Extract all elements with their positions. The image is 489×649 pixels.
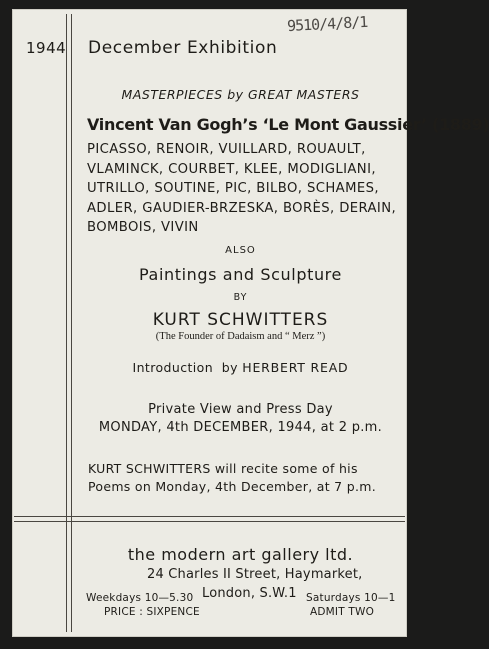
introduction-line [74,360,407,375]
footer-divider-rule-upper [14,516,405,517]
private-view-date: MONDAY, 4th DECEMBER, 1944, at 2 p.m. [98,420,383,435]
admit-two-label: ADMIT TWO [310,606,375,618]
by-label: BY [233,292,248,303]
introduction-label: Introduction by [132,360,238,375]
recital-notice: KURT SCHWITTERS will recite some of his Poems on Monday, 4th December, at 7 p.m. [88,461,376,494]
gallery-address-line2: London, S.W.1 [202,586,297,601]
admission-price: PRICE : SIXPENCE [104,606,200,618]
year-label: 1944 [26,39,67,57]
artist-note: (The Founder of Dadaism and “ Merz ”) [155,331,326,342]
left-margin-rule-inner [71,14,72,632]
archive-reference-handwritten: 9510/4/8/1 [286,12,368,36]
gallery-address-line1: 24 Charles II Street, Haymarket, [147,567,363,582]
left-margin-rule-outer [66,14,67,632]
footer-divider-rule-lower [14,521,405,522]
artist-list: PICASSO, RENOIR, VUILLARD, ROUAULT, VLAMINCK, COURBET, KLEE, MODIGLIANI, UTRILLO, SOUTINE, PIC, BILBO, SCHAMES, ADLER, GAUDIER-BRZESKA, BORÈS, DERAIN, BOMBOIS, VIVIN [87,142,397,235]
saturday-hours: Saturdays 10—1 [306,592,396,604]
featured-artist-name: KURT SCHWITTERS [152,310,329,330]
exhibition-heading: December Exhibition [88,38,278,58]
introduction-author: HERBERT READ [242,360,349,375]
private-view-title: Private View and Press Day [148,402,333,417]
gallery-name: the modern art gallery ltd. [127,545,354,564]
masterpieces-subheading: MASTERPIECES by GREAT MASTERS [121,87,360,102]
second-show-title: Paintings and Sculpture [139,265,342,284]
exhibition-catalogue-page [12,9,489,637]
featured-work-title: Vincent Van Gogh’s ‘Le Mont Gaussier’ (1889) [87,115,489,134]
also-label: ALSO [225,245,256,256]
weekday-hours: Weekdays 10—5.30 [86,592,194,604]
